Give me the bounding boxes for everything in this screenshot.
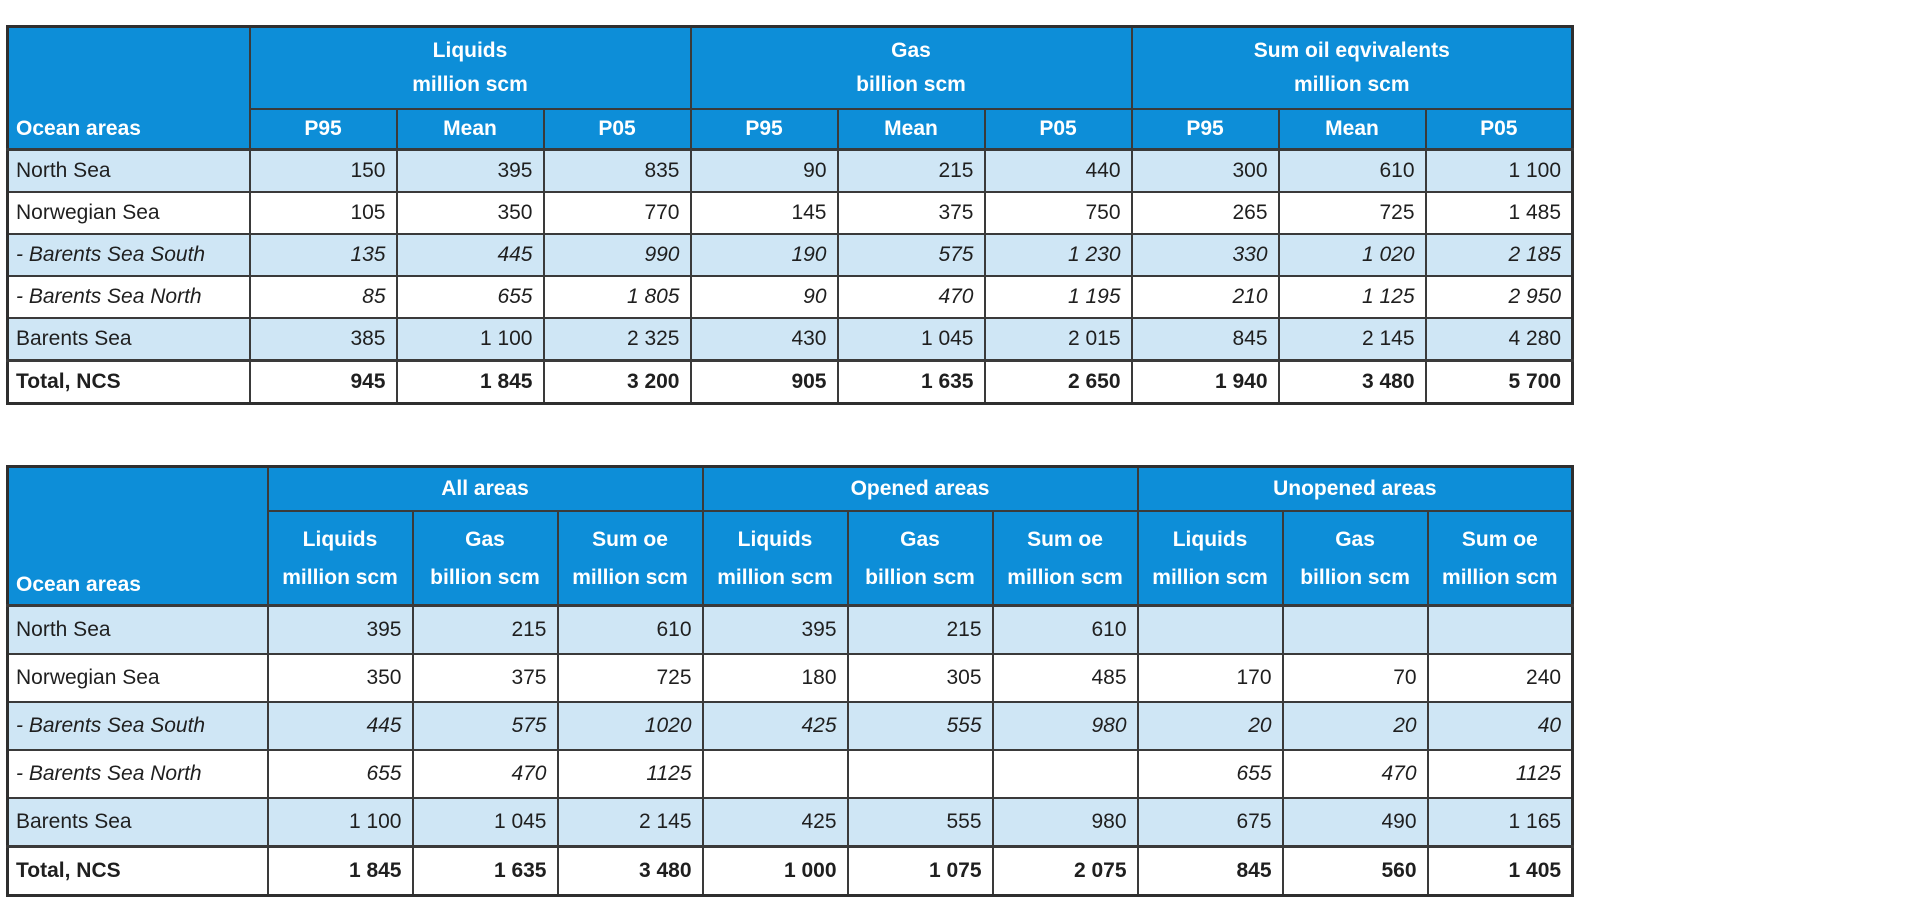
header-text-line: Opened areas	[850, 477, 990, 500]
table-row	[8, 847, 1573, 896]
value-cell: 655	[268, 750, 413, 798]
value-cell: 485	[993, 654, 1138, 702]
value-cell: 3 200	[544, 361, 691, 404]
header-text-line: million scm	[572, 566, 688, 589]
row-label: North Sea	[8, 606, 268, 655]
table-row	[8, 798, 1573, 847]
value-cell: 725	[1279, 192, 1426, 234]
value-cell: 555	[848, 702, 993, 750]
value-cell	[1138, 606, 1283, 655]
value-cell: 560	[1283, 847, 1428, 896]
ocean-areas-header: Ocean areas	[8, 27, 250, 150]
row-label: Norwegian Sea	[8, 192, 250, 234]
value-cell: 40	[1428, 702, 1573, 750]
resource-estimates-table	[6, 25, 1574, 405]
subheader-cell: P05	[985, 109, 1132, 150]
group-header-row	[8, 27, 1573, 110]
value-cell: 1 405	[1428, 847, 1573, 896]
group-header-unopened-areas	[1138, 467, 1573, 512]
value-cell: 210	[1132, 276, 1279, 318]
row-label: Norwegian Sea	[8, 654, 268, 702]
header-text-line: Sum oil eqvivalents	[1253, 39, 1450, 62]
header-text-line: Liquids	[1172, 528, 1248, 551]
header-text-line: Sum oe	[1027, 528, 1103, 551]
value-cell: 395	[397, 150, 544, 193]
value-cell: 5 700	[1426, 361, 1573, 404]
value-cell	[848, 750, 993, 798]
value-cell: 215	[838, 150, 985, 193]
group-header-gas	[691, 27, 1132, 110]
value-cell	[703, 750, 848, 798]
value-cell: 350	[397, 192, 544, 234]
value-cell: 1 045	[838, 318, 985, 361]
row-label: Barents Sea	[8, 318, 250, 361]
group-header-row	[8, 467, 1573, 512]
header-text-line: million scm	[1007, 566, 1123, 589]
value-cell: 1 845	[268, 847, 413, 896]
subheader-cell	[413, 511, 558, 606]
subheader-cell	[1283, 511, 1428, 606]
value-cell: 2 650	[985, 361, 1132, 404]
value-cell: 1 165	[1428, 798, 1573, 847]
table-row	[8, 276, 1573, 318]
table-header	[8, 27, 1573, 150]
subheader-cell: P05	[1426, 109, 1573, 150]
header-text-line: billion scm	[856, 73, 966, 96]
value-cell: 385	[250, 318, 397, 361]
value-cell: 1 100	[1426, 150, 1573, 193]
header-text-line: Unopened areas	[1273, 477, 1437, 500]
value-cell: 215	[413, 606, 558, 655]
value-cell: 490	[1283, 798, 1428, 847]
header-text-line: Sum oe	[1461, 528, 1538, 551]
value-cell: 305	[848, 654, 993, 702]
row-label: - Barents Sea South	[8, 234, 250, 276]
value-cell: 470	[413, 750, 558, 798]
subheader-cell	[558, 511, 703, 606]
subheader-cell	[848, 511, 993, 606]
value-cell: 945	[250, 361, 397, 404]
value-cell: 1 230	[985, 234, 1132, 276]
row-label: - Barents Sea North	[8, 750, 268, 798]
value-cell	[1283, 606, 1428, 655]
header-text-line: million scm	[412, 73, 528, 96]
subheader-cell: P05	[544, 109, 691, 150]
value-cell: 1 075	[848, 847, 993, 896]
value-cell: 1 940	[1132, 361, 1279, 404]
group-header-all-areas	[268, 467, 703, 512]
value-cell: 240	[1428, 654, 1573, 702]
subheader-cell	[703, 511, 848, 606]
value-cell: 395	[268, 606, 413, 655]
value-cell: 1020	[558, 702, 703, 750]
subheader-cell: P95	[691, 109, 838, 150]
value-cell: 750	[985, 192, 1132, 234]
value-cell: 395	[703, 606, 848, 655]
header-text-line: Liquids	[432, 39, 508, 62]
row-label: Total, NCS	[8, 361, 250, 404]
subheader-cell	[268, 511, 413, 606]
header-text-line: Sum oe	[592, 528, 668, 551]
header-text-line: Gas	[891, 39, 931, 62]
table-body	[8, 150, 1573, 404]
subheader-cell	[1428, 511, 1573, 606]
value-cell: 1 635	[838, 361, 985, 404]
header-text-line: All areas	[441, 477, 529, 500]
value-cell: 1 805	[544, 276, 691, 318]
table-row	[8, 192, 1573, 234]
value-cell: 1125	[1428, 750, 1573, 798]
table-row	[8, 702, 1573, 750]
header-text-line: billion scm	[1300, 566, 1410, 589]
value-cell: 1 635	[413, 847, 558, 896]
value-cell: 1 195	[985, 276, 1132, 318]
value-cell: 655	[1138, 750, 1283, 798]
value-cell: 980	[993, 702, 1138, 750]
value-cell: 2 185	[1426, 234, 1573, 276]
table-row	[8, 654, 1573, 702]
value-cell: 145	[691, 192, 838, 234]
value-cell: 835	[544, 150, 691, 193]
value-cell: 1 045	[413, 798, 558, 847]
value-cell: 1125	[558, 750, 703, 798]
value-cell: 70	[1283, 654, 1428, 702]
value-cell: 20	[1138, 702, 1283, 750]
table-spacer	[6, 405, 1920, 465]
value-cell: 3 480	[558, 847, 703, 896]
value-cell: 300	[1132, 150, 1279, 193]
table-body	[8, 606, 1573, 896]
value-cell: 770	[544, 192, 691, 234]
value-cell: 445	[268, 702, 413, 750]
group-header-liquids	[250, 27, 691, 110]
header-text-line: million scm	[717, 566, 833, 589]
value-cell: 2 145	[1279, 318, 1426, 361]
header-text-line: Gas	[1335, 528, 1375, 551]
value-cell: 90	[691, 276, 838, 318]
value-cell: 375	[838, 192, 985, 234]
value-cell: 190	[691, 234, 838, 276]
value-cell: 845	[1132, 318, 1279, 361]
row-label: Total, NCS	[8, 847, 268, 896]
value-cell: 2 325	[544, 318, 691, 361]
group-header-sum-oil-eqvivalents	[1132, 27, 1573, 110]
header-text-line: million scm	[282, 566, 398, 589]
value-cell: 990	[544, 234, 691, 276]
subheader-cell: Mean	[1279, 109, 1426, 150]
value-cell: 445	[397, 234, 544, 276]
header-text-line: Gas	[465, 528, 505, 551]
value-cell: 725	[558, 654, 703, 702]
row-label: - Barents Sea North	[8, 276, 250, 318]
subheader-cell: P95	[1132, 109, 1279, 150]
value-cell: 2 015	[985, 318, 1132, 361]
subheader-cell: Mean	[397, 109, 544, 150]
header-text-line: million scm	[1152, 566, 1268, 589]
table-row	[8, 606, 1573, 655]
header-text-line: Gas	[900, 528, 940, 551]
row-label: - Barents Sea South	[8, 702, 268, 750]
table-row	[8, 750, 1573, 798]
area-breakdown-table	[6, 465, 1574, 897]
value-cell: 135	[250, 234, 397, 276]
value-cell: 2 145	[558, 798, 703, 847]
value-cell: 610	[993, 606, 1138, 655]
value-cell	[1428, 606, 1573, 655]
header-text-line: billion scm	[430, 566, 540, 589]
subheader-cell	[993, 511, 1138, 606]
table-row	[8, 361, 1573, 404]
value-cell: 610	[1279, 150, 1426, 193]
table-header	[8, 467, 1573, 606]
value-cell: 845	[1138, 847, 1283, 896]
subheader-cell: Mean	[838, 109, 985, 150]
header-text-line: billion scm	[865, 566, 975, 589]
value-cell: 265	[1132, 192, 1279, 234]
table-row	[8, 150, 1573, 193]
value-cell: 170	[1138, 654, 1283, 702]
value-cell: 980	[993, 798, 1138, 847]
value-cell: 3 480	[1279, 361, 1426, 404]
value-cell: 90	[691, 150, 838, 193]
value-cell: 150	[250, 150, 397, 193]
value-cell: 425	[703, 798, 848, 847]
value-cell: 430	[691, 318, 838, 361]
value-cell: 85	[250, 276, 397, 318]
value-cell: 1 000	[703, 847, 848, 896]
value-cell: 440	[985, 150, 1132, 193]
header-text-line: Liquids	[737, 528, 813, 551]
value-cell: 610	[558, 606, 703, 655]
value-cell: 655	[397, 276, 544, 318]
value-cell: 2 950	[1426, 276, 1573, 318]
table-row	[8, 318, 1573, 361]
group-header-opened-areas	[703, 467, 1138, 512]
value-cell: 555	[848, 798, 993, 847]
value-cell: 575	[838, 234, 985, 276]
header-text-line: Liquids	[302, 528, 378, 551]
table-row	[8, 234, 1573, 276]
value-cell: 1 845	[397, 361, 544, 404]
value-cell: 575	[413, 702, 558, 750]
value-cell: 4 280	[1426, 318, 1573, 361]
value-cell: 330	[1132, 234, 1279, 276]
value-cell: 20	[1283, 702, 1428, 750]
value-cell	[993, 750, 1138, 798]
subheader-cell	[1138, 511, 1283, 606]
value-cell: 1 020	[1279, 234, 1426, 276]
value-cell: 180	[703, 654, 848, 702]
value-cell: 1 485	[1426, 192, 1573, 234]
value-cell: 675	[1138, 798, 1283, 847]
value-cell: 905	[691, 361, 838, 404]
subheader-cell: P95	[250, 109, 397, 150]
value-cell: 215	[848, 606, 993, 655]
value-cell: 1 100	[397, 318, 544, 361]
value-cell: 470	[838, 276, 985, 318]
value-cell: 2 075	[993, 847, 1138, 896]
row-label: Barents Sea	[8, 798, 268, 847]
value-cell: 350	[268, 654, 413, 702]
value-cell: 470	[1283, 750, 1428, 798]
value-cell: 375	[413, 654, 558, 702]
value-cell: 1 100	[268, 798, 413, 847]
value-cell: 425	[703, 702, 848, 750]
value-cell: 1 125	[1279, 276, 1426, 318]
ocean-areas-header: Ocean areas	[8, 467, 268, 606]
value-cell: 105	[250, 192, 397, 234]
header-text-line: million scm	[1294, 73, 1410, 96]
header-text-line: million scm	[1442, 566, 1558, 589]
row-label: North Sea	[8, 150, 250, 193]
